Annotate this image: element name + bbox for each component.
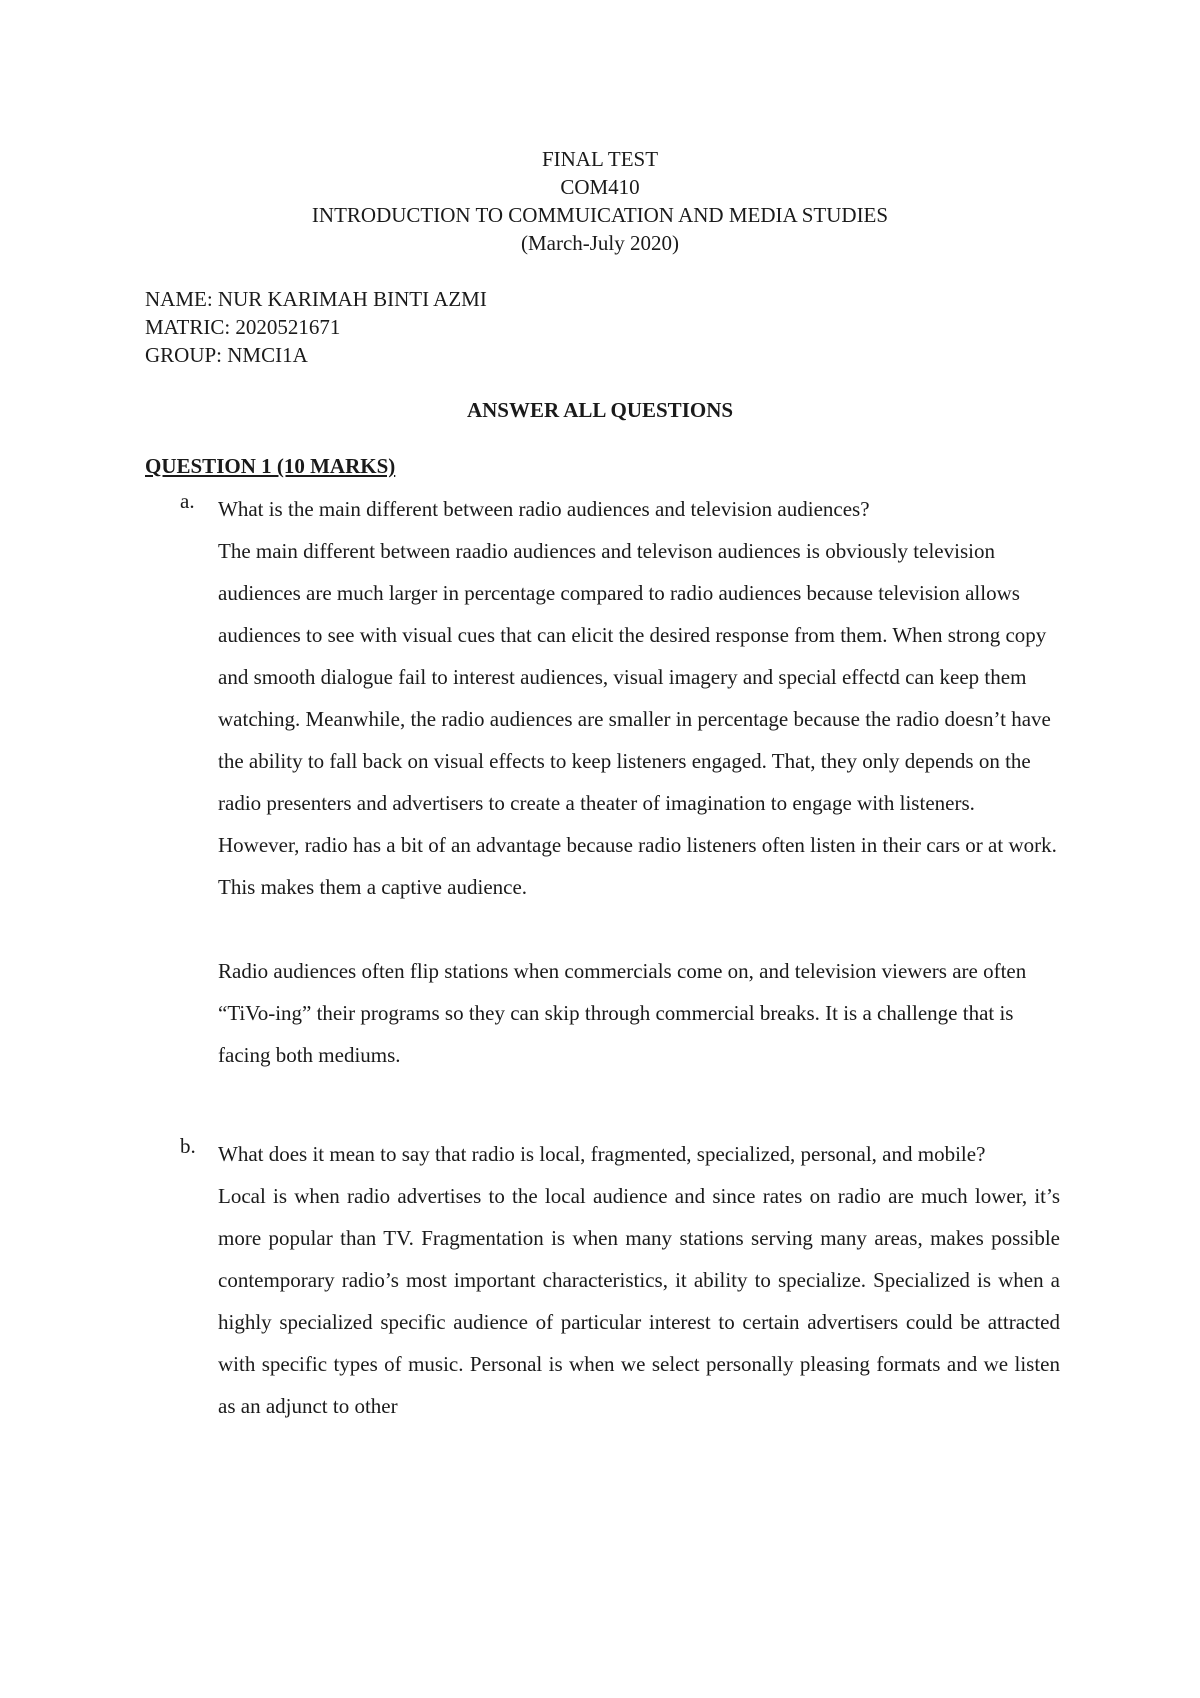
course-code: COM410 — [560, 175, 640, 199]
course-title: INTRODUCTION TO COMMUICATION AND MEDIA STUDIES — [311, 203, 889, 227]
part-marker: a. — [180, 489, 195, 513]
student-matric: MATRIC: 2020521671 — [145, 315, 341, 339]
answer-paragraph: The main different between raadio audiences and televison audiences is obviously television audiences are much larger in percentage compared to radio audiences because television allows audiences to see with visual cues that can elicit the desired response from them. When strong copy and smooth dialogue fail to interest audiences, visual imagery and special effectd can keep them watching. Meanwhile, the radio audiences are smaller in percentage because the radio doesn’t have the ability to fall back on visual effects to keep listeners engaged. That, they only depends on the radio presenters and advertisers to create a theater of imagination to engage with listeners. However, radio has a bit of an advantage because radio listeners often listen in their cars or at work. This makes them a captive audience. — [218, 539, 1057, 899]
question-part-a — [180, 488, 1060, 1076]
question-part-b — [180, 1133, 1060, 1427]
answer-paragraph: Local is when radio advertises to the local audience and since rates on radio are much lower, it’s more popular than TV. Fragmentation is when many stations serving many areas, makes possible contemporary radio’s most important characteristics, it ability to specialize. Specialized is when a highly specialized specific audience of particular interest to certain advertisers could be attracted with specific types of music. Personal is when we select personally pleasing formats and we listen as an adjunct to other — [218, 1184, 1060, 1418]
paragraph-spacer — [218, 908, 1060, 950]
document-header — [0, 145, 1200, 257]
semester: (March-July 2020) — [520, 231, 680, 255]
part-marker: b. — [180, 1134, 196, 1158]
student-info — [145, 285, 487, 369]
student-group: GROUP: NMCI1A — [145, 343, 308, 367]
student-name: NAME: NUR KARIMAH BINTI AZMI — [145, 287, 487, 311]
question-heading: QUESTION 1 (10 MARKS) — [145, 454, 396, 478]
question-text: What is the main different between radio audiences and television audiences? — [218, 497, 870, 521]
instruction: ANSWER ALL QUESTIONS — [466, 398, 734, 422]
question-text: What does it mean to say that radio is local, fragmented, specialized, personal, and mobile? — [218, 1142, 986, 1166]
answer-paragraph: Radio audiences often flip stations when commercials come on, and television viewers are often “TiVo-ing” their programs so they can skip through commercial breaks. It is a challenge that is facing both mediums. — [218, 959, 1027, 1067]
test-title: FINAL TEST — [541, 147, 659, 171]
